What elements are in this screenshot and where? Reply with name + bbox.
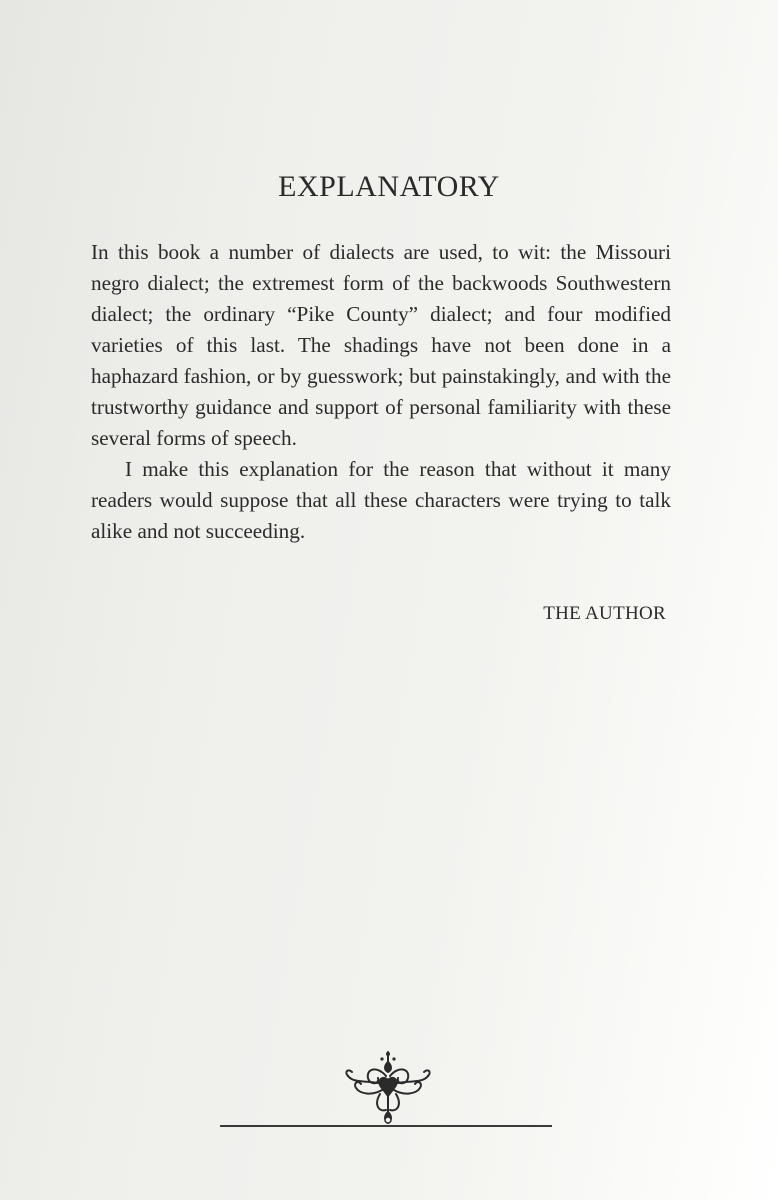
page-title: EXPLANATORY (278, 170, 500, 203)
paragraph-dialects: In this book a number of dialects are used, to wit: the Missouri negro dialect; the extremest form of the backwoods Southwestern dialect; the ordinary “Pike County” dialect; and four modified varieties of this last. The shadings have not been done in a haphazard fashion, or by guesswork; but painstakingly, and with the trustworthy guidance and support of personal familiarity with these several forms of speech. (91, 240, 671, 450)
bottom-divider-rule (220, 1125, 552, 1127)
fleuron-ornament-icon (342, 1050, 434, 1126)
paragraph-explanation: I make this explanation for the reason that without it many readers would suppose that all these characters were trying to talk alike and not succeeding. (91, 457, 671, 543)
author-signature: THE AUTHOR (543, 603, 666, 624)
explanatory-text (91, 237, 671, 547)
